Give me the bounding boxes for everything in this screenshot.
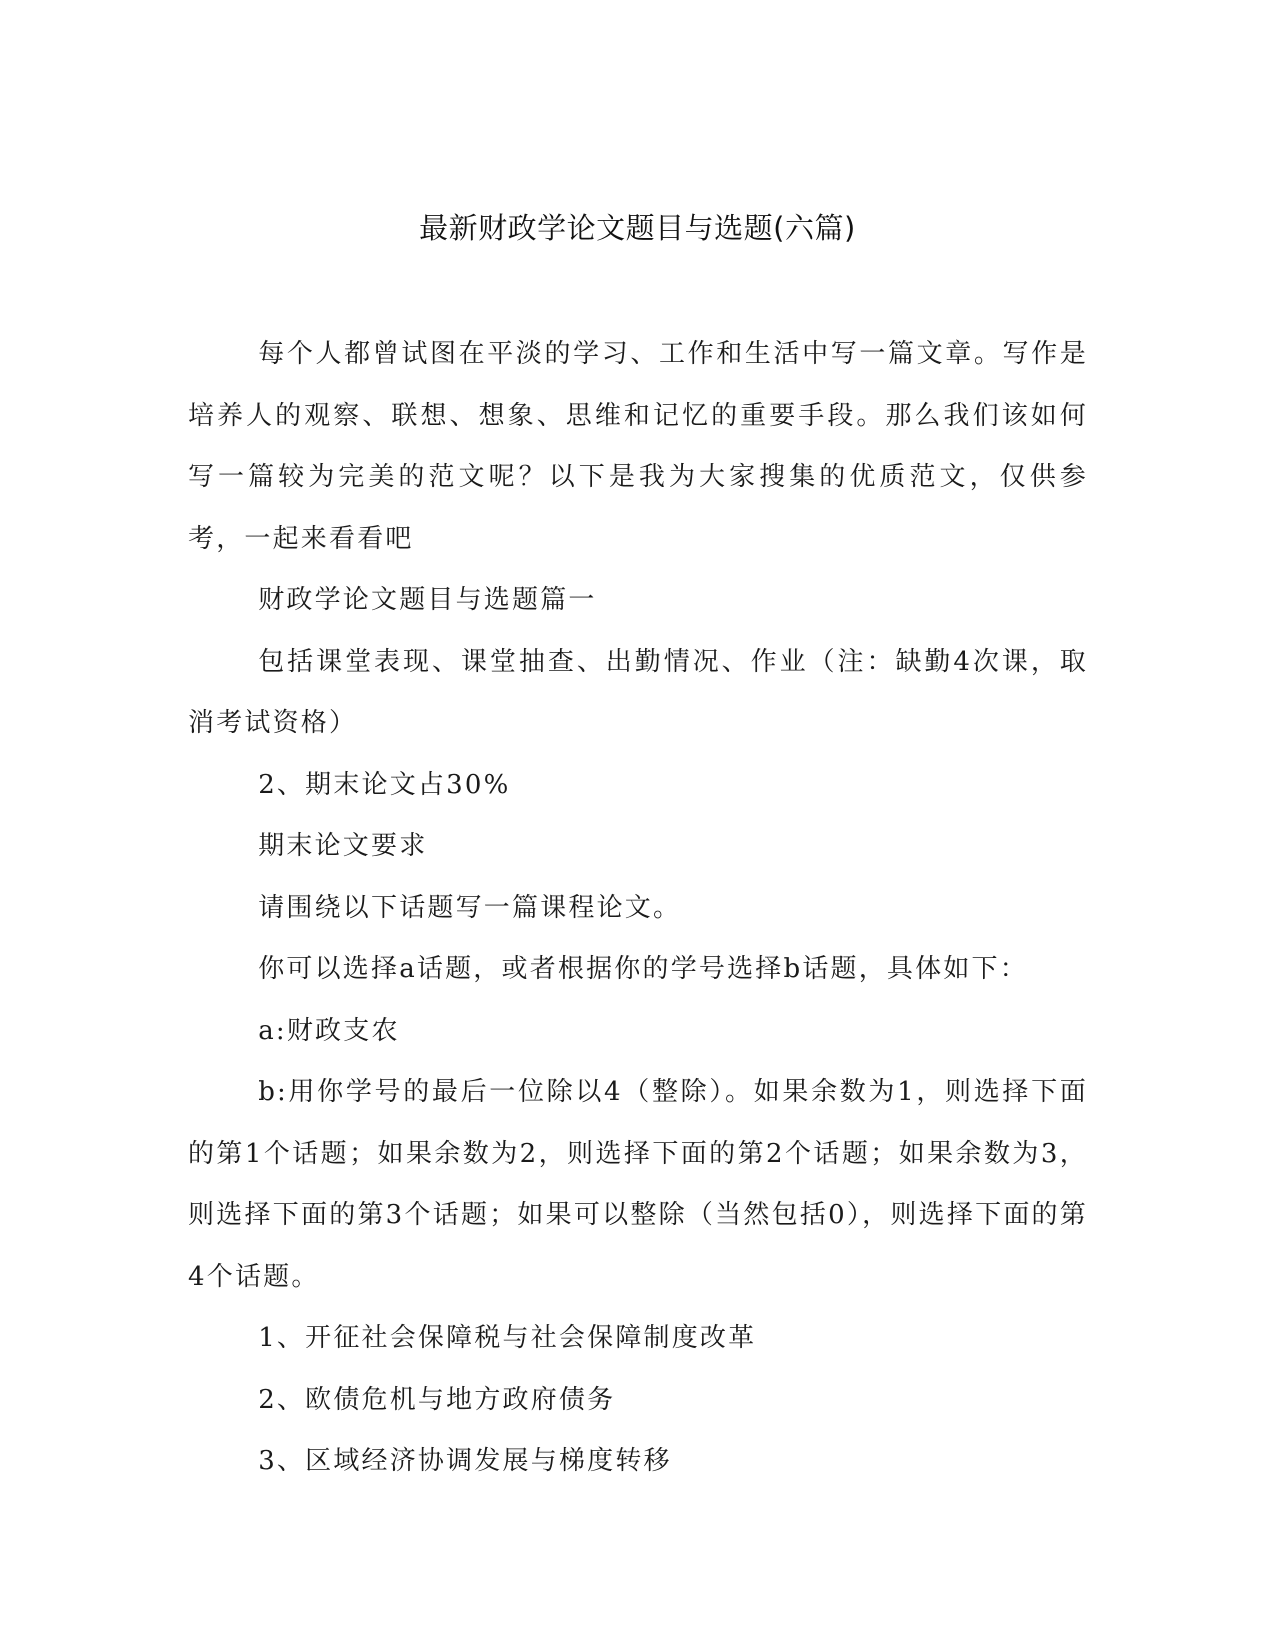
paragraph-topic-choice: 你可以选择a话题，或者根据你的学号选择b话题，具体如下： [258, 954, 1028, 984]
list-item-topic-2: 2、欧债危机与地方政府债务 [258, 1384, 616, 1415]
section-heading: 财政学论文题目与选题篇一 [258, 585, 597, 615]
paragraph-final-paper-weight: 2、期末论文占30% [258, 769, 511, 800]
paragraph-grading: 包括课堂表现、课堂抽查、出勤情况、作业（注：缺勤4次课，取消考试资格） [188, 646, 1088, 738]
list-item-topic-3: 3、区域经济协调发展与梯度转移 [258, 1446, 672, 1476]
paragraph-intro: 每个人都曾试图在平淡的学习、工作和生活中写一篇文章。写作是培养人的观察、联想、想象、思维和记忆的重要手段。那么我们该如何写一篇较为完美的范文呢？以下是我为大家搜集的优质范文，仅供参考，一起来看看吧 [188, 339, 1088, 554]
document-title: 最新财政学论文题目与选题(六篇) [419, 211, 856, 245]
paragraph-instruction: 请围绕以下话题写一篇课程论文。 [258, 892, 682, 923]
list-item-topic-1: 1、开征社会保障税与社会保障制度改革 [258, 1323, 757, 1353]
document-body [188, 324, 1088, 1493]
paragraph-topic-b: b:用你学号的最后一位除以4（整除）。如果余数为1，则选择下面的第1个话题；如果余数为2，则选择下面的第2个话题；如果余数为3，则选择下面的第3个话题；如果可以整除（当然包括0），则选择下面的第4个话题。 [188, 1077, 1088, 1292]
paragraph-final-paper-requirements: 期末论文要求 [258, 831, 428, 861]
paragraph-topic-a: a:财政支农 [258, 1015, 400, 1046]
